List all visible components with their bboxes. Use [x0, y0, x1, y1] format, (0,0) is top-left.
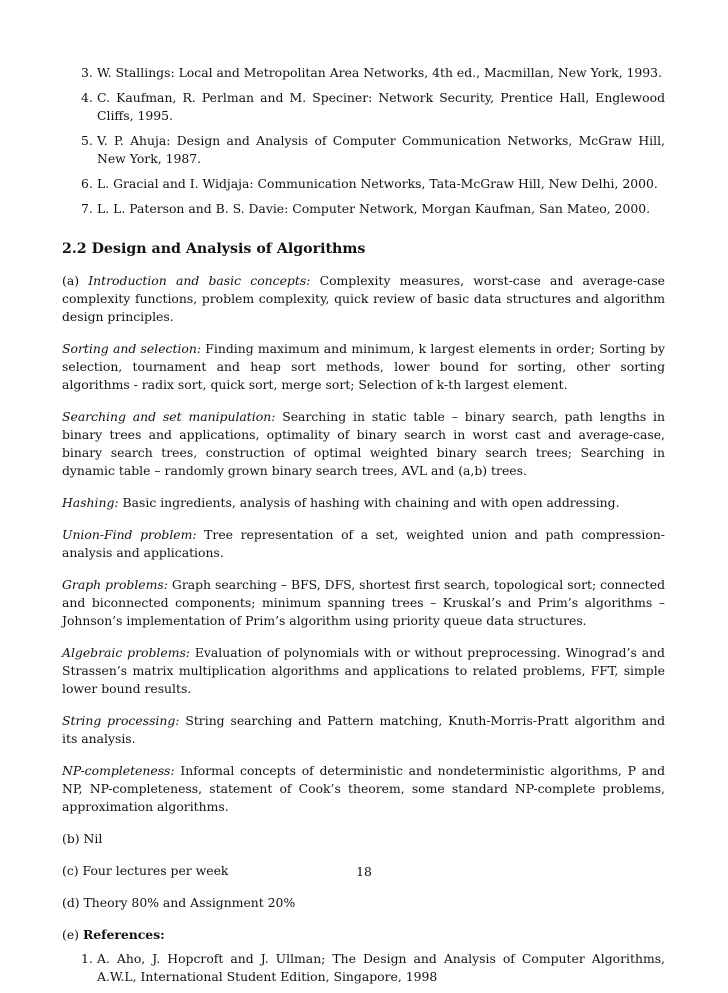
topic-text: Complexity measures, worst-case and average-case complexity functions, problem complexity, quick review of basic data structures and algorithm design principles. — [62, 273, 666, 324]
section-title: 2.2 Design and Analysis of Algorithms — [62, 241, 366, 257]
reference-item — [62, 89, 665, 125]
topic-label: Union-Find problem: — [62, 527, 197, 542]
topic-paragraph — [62, 494, 665, 512]
reference-number: 7. — [81, 201, 93, 216]
reference-item — [62, 64, 665, 82]
topic-label: Hashing: — [62, 495, 119, 510]
topic-text: Finding maximum and minimum, k largest elements in order; Sorting by selection, tournament and heap sort methods, lower bound for sorting, other sorting algorithms - radix sort, quick sort, merge sort; Selection of k-th largest element. — [62, 341, 665, 392]
item-prefix: (e) — [62, 927, 83, 942]
topic-text: Searching in static table – binary search, path lengths in binary trees and applications, optimality of binary search in worst cast and average-case, binary search trees, construction of optimal weighted binary search trees; Searching in dynamic table – randomly grown binary search trees, AVL and (a,b) trees. — [62, 409, 665, 478]
item-prefix: (a) — [62, 273, 89, 288]
item-c: (c) Four lectures per week — [62, 863, 229, 878]
reference-item — [62, 200, 665, 218]
reference-number: 1. — [81, 951, 93, 966]
topic-label: NP-completeness: — [62, 763, 175, 778]
reference-number: 5. — [81, 133, 93, 148]
reference-text: C. Kaufman, R. Perlman and M. Speciner: Network Security, Prentice Hall, Englewood Cliffs, 1995. — [97, 90, 665, 123]
reference-text: L. Gracial and I. Widjaja: Communication Networks, Tata-McGraw Hill, New Delhi, 2000. — [97, 176, 658, 191]
item-b: (b) Nil — [62, 831, 103, 846]
topic-label: Searching and set manipulation: — [62, 409, 276, 424]
page-content — [62, 64, 665, 993]
topic-paragraph — [62, 712, 665, 748]
reference-item — [62, 950, 665, 986]
topic-paragraph — [62, 576, 665, 630]
item-d: (d) Theory 80% and Assignment 20% — [62, 895, 296, 910]
reference-number: 3. — [81, 65, 93, 80]
topic-text: Tree representation of a set, weighted union and path compression-analysis and applications. — [62, 527, 665, 560]
reference-number: 4. — [81, 90, 93, 105]
topic-paragraph — [62, 340, 665, 394]
topic-text: Informal concepts of deterministic and nondeterministic algorithms, P and NP, NP-completeness, statement of Cook’s theorem, some standard NP-complete problems, approximation algorithms. — [62, 763, 665, 814]
topic-paragraph — [62, 272, 665, 326]
reference-item — [62, 175, 665, 193]
item-e — [62, 926, 665, 944]
topic-text: Graph searching – BFS, DFS, shortest first search, topological sort; connected and biconnected components; minimum spanning trees – Kruskal’s and Prim’s algorithms – Johnson’s implementation of Prim’s algorithm using priority queue data structures. — [62, 577, 666, 628]
topic-label: Graph problems: — [62, 577, 168, 592]
reference-text: A. Aho, J. Hopcroft and J. Ullman; The Design and Analysis of Computer Algorithms, A.W.L, International Student Edition, Singapore, 1998 — [97, 951, 665, 984]
reference-number: 6. — [81, 176, 93, 191]
reference-text: L. L. Paterson and B. S. Davie: Computer Network, Morgan Kaufman, San Mateo, 2000. — [97, 201, 651, 216]
reference-text: W. Stallings: Local and Metropolitan Area Networks, 4th ed., Macmillan, New York, 1993. — [97, 65, 662, 80]
topic-text: Evaluation of polynomials with or without preprocessing. Winograd’s and Strassen’s matrix multiplication algorithms and applications to related problems, FFT, simple lower bound results. — [62, 645, 665, 696]
page-number: 18 — [356, 864, 372, 879]
topic-paragraph — [62, 408, 665, 480]
topic-text: Basic ingredients, analysis of hashing with chaining and with open addressing. — [118, 495, 620, 510]
topic-paragraph — [62, 644, 665, 698]
reference-list-bottom — [62, 950, 665, 986]
reference-text: V. P. Ahuja: Design and Analysis of Computer Communication Networks, McGraw Hill, New York, 1987. — [97, 133, 665, 166]
reference-list-top — [62, 64, 665, 218]
topic-label: Algebraic problems: — [62, 645, 191, 660]
topic-label: Sorting and selection: — [62, 341, 202, 356]
topic-paragraph — [62, 762, 665, 816]
topic-paragraph — [62, 526, 665, 562]
references-heading: References: — [82, 927, 165, 942]
reference-item — [62, 132, 665, 168]
topic-text: String searching and Pattern matching, Knuth-Morris-Pratt algorithm and its analysis. — [62, 713, 666, 746]
topic-label: Introduction and basic concepts: — [88, 273, 311, 288]
topic-label: String processing: — [62, 713, 180, 728]
